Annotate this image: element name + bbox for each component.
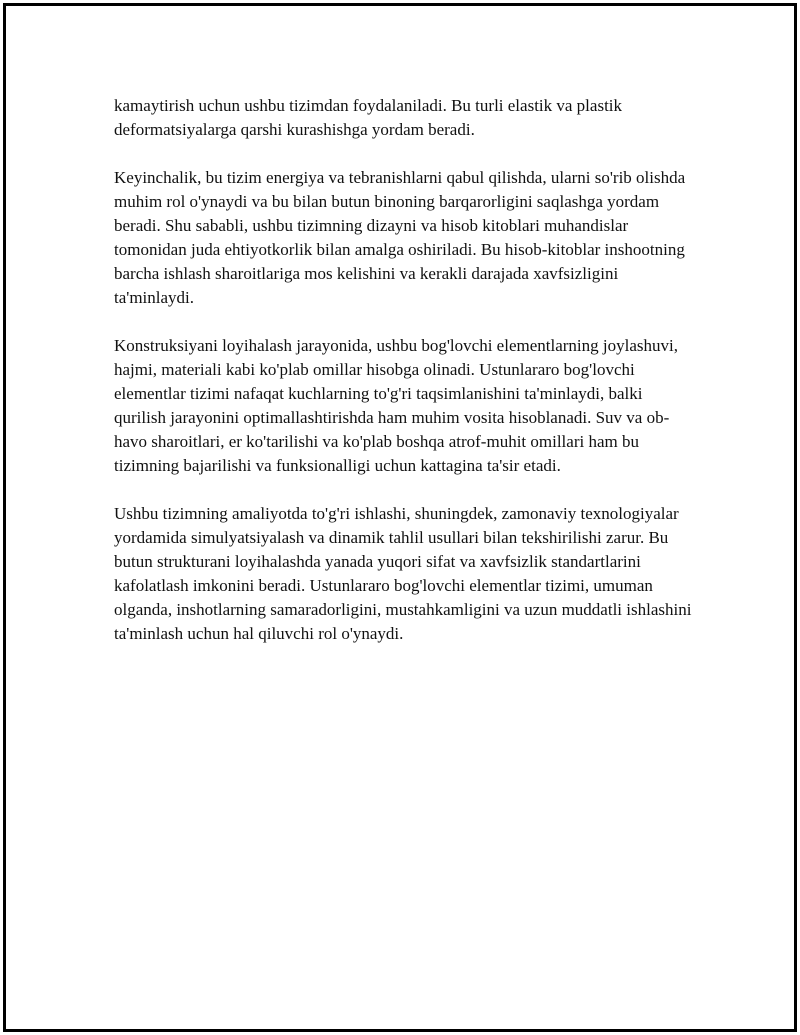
paragraph-3: Konstruksiyani loyihalash jarayonida, ushbu bog'lovchi elementlarning joylashuvi, hajmi, materiali kabi ko'plab omillar hisobga olinadi. Ustunlararo bog'lovchi elementlar tizimi nafaqat kuchlarning to'g'ri taqsimlanishini ta'minlaydi, balki qurilish jarayonini optimallashtirishda ham muhim vosita hisoblanadi. Suv va ob-havo sharoitlari, er ko'tarilishi va ko'plab boshqa atrof-muhit omillari ham bu tizimning bajarilishi va funksionalligi uchun kattagina ta'sir etadi.: [114, 336, 678, 475]
paragraph-1: kamaytirish uchun ushbu tizimdan foydalaniladi. Bu turli elastik va plastik deformatsiyalarga qarshi kurashishga yordam beradi.: [114, 96, 623, 139]
paragraph-2: Keyinchalik, bu tizim energiya va tebranishlarni qabul qilishda, ularni so'rib olishda muhim rol o'ynaydi va bu bilan butun binoning barqarorligini saqlashga yordam beradi. Shu sababli, ushbu tizimning dizayni va hisob kitoblari muhandislar tomonidan juda ehtiyotkorlik bilan amalga oshiriladi. Bu hisob-kitoblar inshootning barcha ishlash sharoitlariga mos kelishini va kerakli darajada xavfsizligini ta'minlaydi.: [114, 168, 686, 307]
document-body: [114, 94, 694, 670]
paragraph-4: Ushbu tizimning amaliyotda to'g'ri ishlashi, shuningdek, zamonaviy texnologiyalar yordamida simulyatsiyalash va dinamik tahlil usullari bilan tekshirilishi zarur. Bu butun strukturani loyihalashda yanada yuqori sifat va xavfsizlik standartlarini kafolatlash imkonini beradi. Ustunlararo bog'lovchi elementlar tizimi, umuman olganda, inshotlarning samaradorligini, mustahkamligini va uzun muddatli ishlashini ta'minlash uchun hal qiluvchi rol o'ynaydi.: [114, 504, 692, 643]
